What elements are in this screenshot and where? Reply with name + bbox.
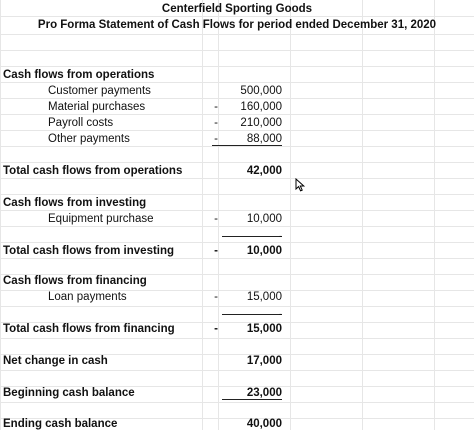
operations-item-label: Customer payments [48, 85, 151, 97]
net-change-label: Net change in cash [3, 355, 108, 367]
financing-item-label: Loan payments [48, 291, 127, 303]
grid-line [0, 258, 474, 259]
grid-line [0, 82, 474, 83]
operations-total-value: 42,000 [246, 165, 282, 177]
ending-balance-value: 40,000 [246, 418, 282, 430]
financing-item-value: 15,000 [246, 291, 282, 303]
operations-item-value: 160,000 [240, 101, 282, 113]
minus-sign: - [214, 323, 218, 335]
investing-total-label: Total cash flows from investing [3, 245, 175, 257]
beginning-balance-label: Beginning cash balance [3, 387, 135, 399]
grid-line [0, 0, 1, 430]
grid-line [0, 66, 474, 67]
minus-sign: - [214, 101, 218, 113]
grid-line [0, 114, 474, 115]
grid-line [0, 338, 474, 339]
grid-line [0, 194, 474, 195]
operations-item-label: Payroll costs [48, 117, 114, 129]
operations-total-label: Total cash flows from operations [3, 165, 183, 177]
financing-total-value: 15,000 [246, 323, 282, 335]
investing-header: Cash flows from investing [3, 197, 147, 209]
operations-item-label: Other payments [48, 133, 130, 145]
sum-underline [212, 145, 282, 146]
financing-header: Cash flows from financing [3, 275, 147, 287]
operations-header: Cash flows from operations [3, 69, 155, 81]
operations-item-value: 210,000 [240, 117, 282, 129]
company-title: Centerfield Sporting Goods [161, 3, 313, 15]
grid-line [0, 226, 474, 227]
net-change-value: 17,000 [246, 355, 282, 367]
mouse-pointer-icon [295, 178, 307, 192]
minus-sign: - [214, 117, 218, 129]
ending-balance-label: Ending cash balance [3, 418, 118, 430]
minus-sign: - [214, 245, 218, 257]
grid-line [362, 0, 363, 430]
operations-item-value: 88,000 [246, 133, 282, 145]
empty-dash: - [279, 231, 282, 241]
grid-line [0, 370, 474, 371]
grid-line [0, 34, 474, 35]
grid-line [434, 0, 435, 430]
grid-line [0, 98, 474, 99]
grid-line [0, 402, 474, 403]
investing-item-label: Equipment purchase [48, 213, 154, 225]
operations-item-value: 500,000 [240, 85, 282, 97]
beginning-balance-value: 23,000 [246, 387, 282, 399]
grid-line [0, 162, 474, 163]
grid-line [0, 210, 474, 211]
operations-item-label: Material purchases [48, 101, 146, 113]
statement-subtitle: Pro Forma Statement of Cash Flows for period ended December 31, 2020 [37, 19, 437, 31]
investing-total-value: 10,000 [246, 245, 282, 257]
minus-sign: - [214, 291, 218, 303]
investing-item-value: 10,000 [246, 213, 282, 225]
grid-line [0, 178, 474, 179]
minus-sign: - [214, 133, 218, 145]
grid-line [0, 50, 474, 51]
grid-line [0, 146, 474, 147]
minus-sign: - [214, 213, 218, 225]
empty-dash: - [279, 309, 282, 319]
grid-line [0, 16, 474, 17]
financing-total-label: Total cash flows from financing [3, 323, 175, 335]
sum-underline [222, 399, 282, 400]
grid-line [0, 130, 474, 131]
grid-line [290, 0, 291, 430]
